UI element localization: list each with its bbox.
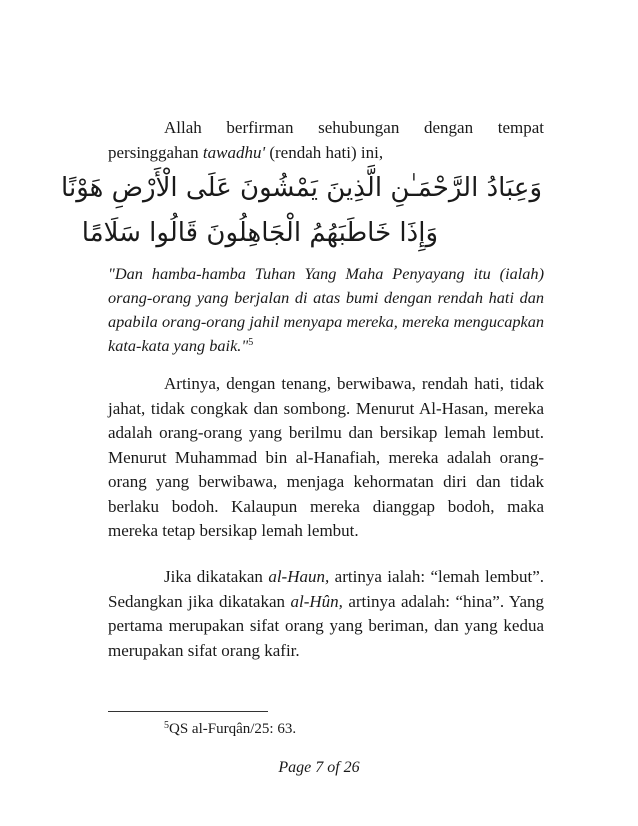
body-paragraph-2 — [108, 565, 544, 663]
translation-text: "Dan hamba-hamba Tuhan Yang Maha Penyayang itu (ialah) orang-orang yang berjalan di atas bumi dengan rendah hati dan apabila orang-orang jahil menyapa mereka, mereka mengucapkan kata-kata yang baik." — [108, 264, 544, 355]
para2-text-2: artinya ialah: “lemah lembut”. Sedangkan jika dikatakan — [108, 567, 544, 611]
quran-verse-line-2: وَإِذَا خَاطَبَهُمُ الْجَاهِلُونَ قَالُوا سَلَامًا — [81, 218, 438, 248]
verse-translation — [108, 262, 544, 358]
body-paragraph-1: Artinya, dengan tenang, berwibawa, rendah hati, tidak jahat, tidak congkak dan sombong. Menurut Al-Hasan, mereka adalah orang-orang yang berilmu dan bersikap lemah lembut. Menurut Muhammad bin al-Hanafiah, mereka adalah orang-orang yang berwibawa, menjaga kehormatan diri dan tidak berlaku bodoh. Kalaupun mereka dianggap bodoh, maka mereka tetap bersikap lemah lembut. — [108, 374, 544, 540]
footnote-text: QS al-Furqân/25: 63. — [169, 721, 297, 737]
intro-text-1: Allah berfirman sehubungan dengan tempat persinggahan — [108, 118, 544, 162]
para2-text-3: artinya adalah: “hina”. Yang pertama merupakan sifat orang yang beriman, dan yang kedua merupakan sifat orang kafir. — [108, 591, 544, 660]
footnote-number: 5 — [164, 720, 169, 731]
intro-italic-term: tawadhu' — [202, 142, 266, 162]
footnote-reference: 5 — [248, 337, 254, 348]
intro-paragraph — [108, 116, 544, 165]
footnote-divider — [108, 711, 268, 712]
para2-text-1: Jika dikatakan — [164, 567, 269, 586]
para2-italic-term-1: al-Haun, — [268, 567, 330, 586]
intro-text-2: (rendah hati) ini, — [265, 142, 384, 162]
footnote — [164, 719, 296, 739]
para2-italic-term-2: al-Hûn, — [290, 591, 343, 611]
quran-verse-line-1: وَعِبَادُ الرَّحْمَـٰنِ الَّذِينَ يَمْشُونَ عَلَى الْأَرْضِ هَوْنًا — [61, 173, 542, 203]
page-number: Page 7 of 26 — [278, 759, 360, 776]
